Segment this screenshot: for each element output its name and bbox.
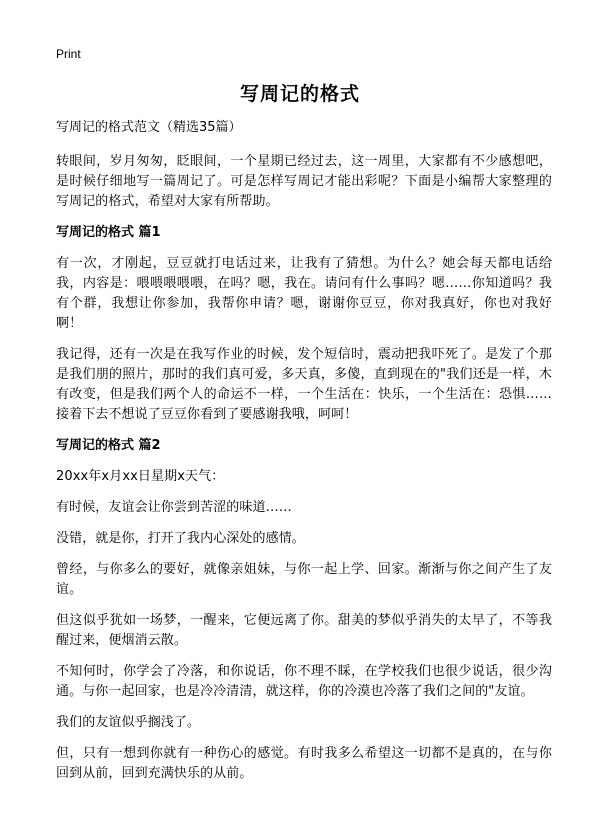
page-title: 写周记的格式	[239, 83, 360, 105]
print-link[interactable]: Print	[56, 47, 81, 61]
section-2-paragraph: 没错，就是你，打开了我内心深处的感情。	[56, 531, 305, 546]
section-1-paragraph: 有一次，才刚起，豆豆就打电话过来，让我有了猜想。为什么？她会每天都电话给我，内容是：喂喂喂喂喂，在吗？嗯，我在。请问有什么事吗？嗯……你知道吗？我有个群，我想让你参加，我帮你申请？嗯，谢谢你豆豆，你对我真好，你也对我好啊！	[56, 256, 552, 331]
section-1-paragraph: 我记得，还有一次是在我写作业的时候，发个短信时，震动把我吓死了。是发了个那是我们朋的照片，那时的我们真可爱，多天真，多傻，直到现在的"我们还是一样，木有改变，但是我们两个人的命运不一样，一个生活在：快乐，一个生活在：恐惧……接着下去不想说了豆豆你看到了要感谢我哦，呵呵！	[56, 347, 552, 422]
section-2-paragraph: 但这似乎犹如一场梦，一醒来，它便远离了你。甜美的梦似乎消失的太早了，不等我醒过来，便烟消云散。	[56, 613, 552, 648]
section-2-paragraph: 曾经，与你多么的要好，就像亲姐妹，与你一起上学、回家。渐渐与你之间产生了友谊。	[56, 562, 552, 597]
document-body	[56, 118, 552, 795]
section-2-paragraph: 我们的友谊似乎搁浅了。	[56, 715, 201, 730]
section-2-paragraph: 20xx年x月xx日星期x天气：	[56, 469, 225, 484]
section-2-paragraph: 有时候，友谊会让你尝到苦涩的味道……	[56, 500, 292, 515]
intro-paragraph: 转眼间，岁月匆匆，眨眼间，一个星期已经过去，这一周里，大家都有不少感想吧，是时候仔细地写一篇周记了。可是怎样写周记才能出彩呢？下面是小编帮大家整理的写周记的格式，希望对大家有所帮助。	[56, 154, 552, 209]
section-heading-1: 写周记的格式 篇1	[56, 225, 161, 240]
document-subtitle: 写周记的格式范文（精选35篇）	[56, 120, 242, 135]
section-2-paragraph: 不知何时，你学会了冷落，和你说话，你不理不睬，在学校我们也很少说话，很少沟通。与你一起回家，也是冷冷清清，就这样，你的冷漠也冷落了我们之间的"友谊。	[56, 664, 552, 699]
section-2-paragraph: 但，只有一想到你就有一种伤心的感觉。有时我多么希望这一切都不是真的，在与你回到从前，回到充满快乐的从前。	[56, 746, 552, 781]
section-heading-2: 写周记的格式 篇2	[56, 438, 161, 453]
